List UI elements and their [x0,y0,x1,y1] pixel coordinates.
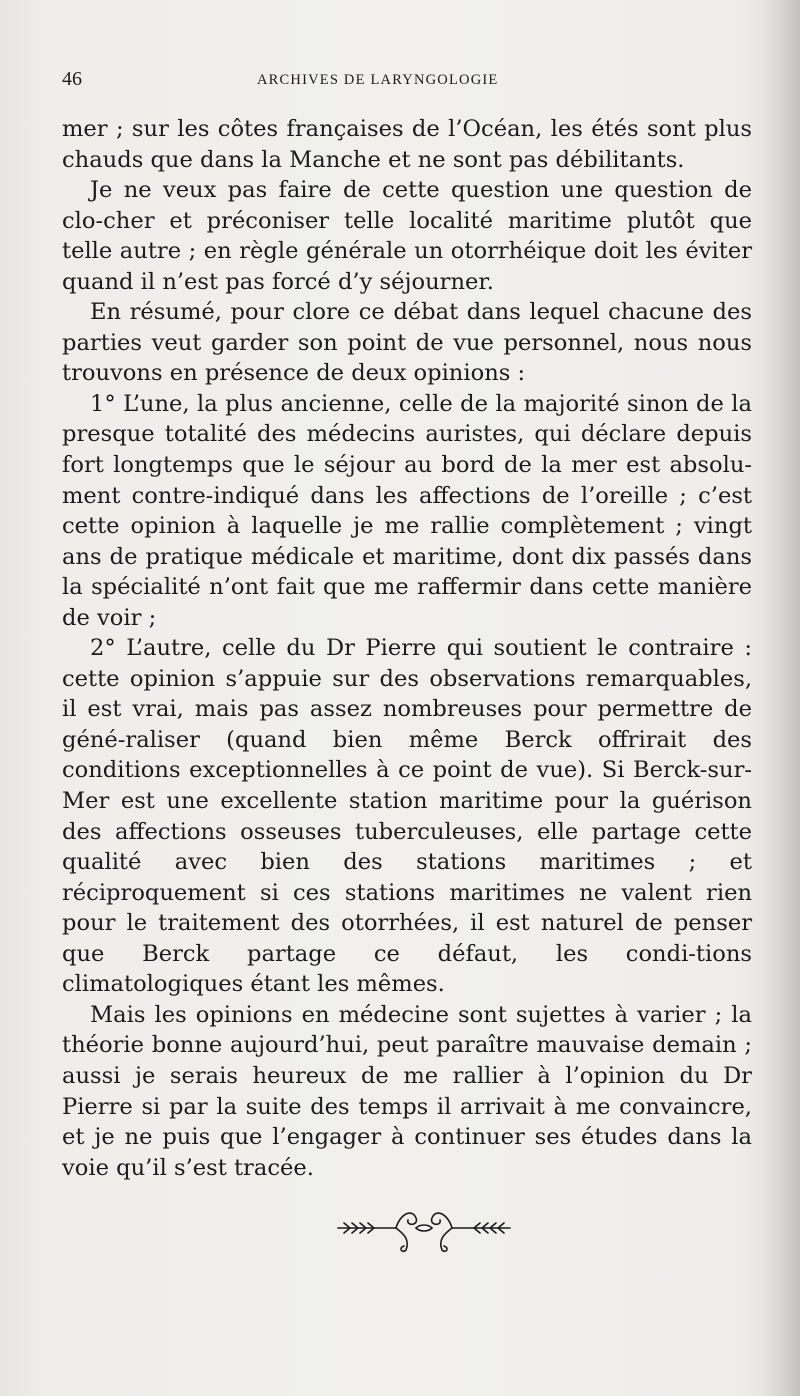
page-edge-shadow [762,0,800,1396]
paragraph: 2° L’autre, celle du Dr Pierre qui soutient le contraire : cette opinion s’appuie sur des observations remarquables, il est vrai, mais pas assez nombreuses pour permettre de géné-raliser (quand bien même Berck offrirait des conditions exceptionnelles à ce point de vue). Si Berck-sur-Mer est une excellente station maritime pour la guérison des affections osseuses tuberculeuses, elle partage cette qualité avec bien des stations maritimes ; et réciproquement si ces stations maritimes ne valent rien pour le traitement des otorrhées, il est naturel de penser que Berck partage ce défaut, les condi-tions climatologiques étant les mêmes. [62,635,752,998]
running-title: ARCHIVES DE LARYNGOLOGIE [257,72,499,88]
paragraph: 1° L’une, la plus ancienne, celle de la majorité sinon de la presque totalité des médecins auristes, qui déclare depuis fort longtemps que le séjour au bord de la mer est absolu-ment contre-indiqué dans les affections de l’oreille ; c’est cette opinion à laquelle je me rallie complètement ; vingt ans de pratique médicale et maritime, dont dix passés dans la spécialité n’ont fait que me raffermir dans cette manière de voir ; [62,390,752,631]
paragraph: Je ne veux pas faire de cette question une question de clo-cher et préconiser telle localité maritime plutôt que telle autre ; en règle générale un otorrhéique doit les éviter quand il n’est pas forcé d’y séjourner. [62,177,752,295]
paragraph: En résumé, pour clore ce débat dans lequel chacune des parties veut garder son point de vue personnel, nous nous trouvons en présence de deux opinions : [62,299,752,387]
body-text [62,114,752,1183]
fleuron-ornament-icon [334,1204,514,1256]
paragraph: Mais les opinions en médecine sont sujettes à varier ; la théorie bonne aujourd’hui, peut paraître mauvaise demain ; aussi je serais heureux de me rallier à l’opinion du Dr Pierre si par la suite des temps il arrivait à me convaincre, et je ne puis que l’engager à continuer ses études dans la voie qu’il s’est tracée. [62,1001,752,1181]
page-number: 46 [62,68,82,90]
paragraph-continuation: mer ; sur les côtes françaises de l’Océan, les étés sont plus chauds que dans la Manche et ne sont pas débilitants. [62,116,752,173]
page-header [62,68,742,100]
